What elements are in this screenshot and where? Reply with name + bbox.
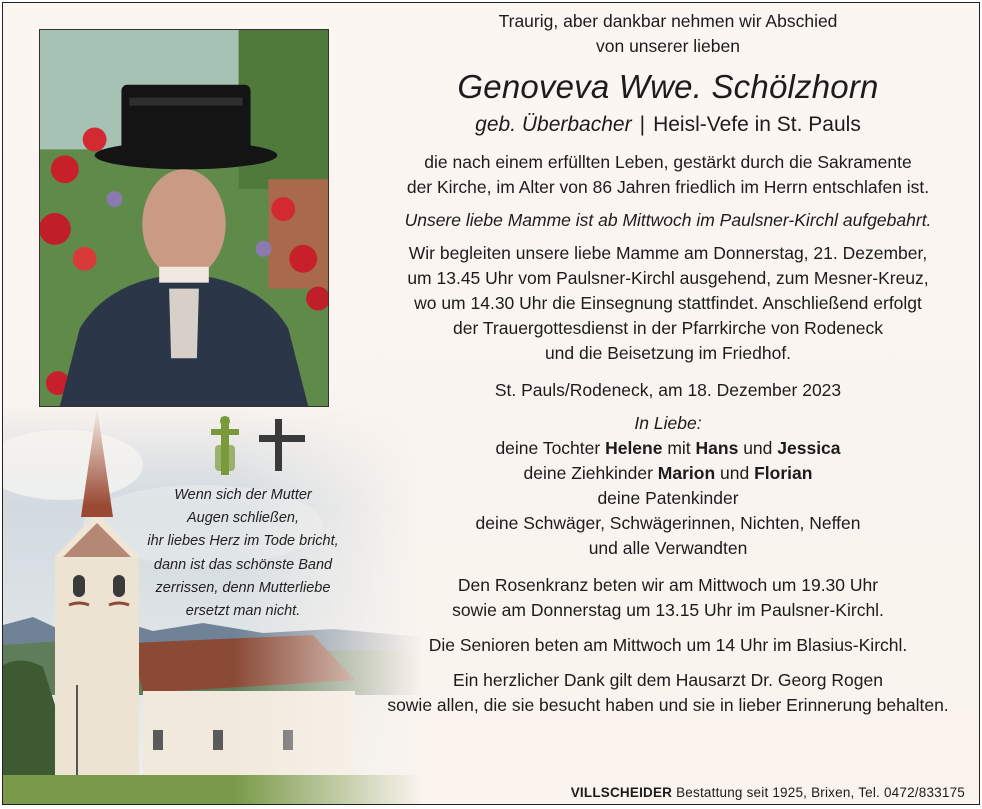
obituary-notice [2,2,980,805]
separator: | [639,113,646,136]
cross-symbols [209,415,309,477]
death-notice [359,150,977,200]
portrait-photo [39,29,329,407]
verse-line: ihr liebes Herz im Tode bricht, [147,533,339,550]
deceased-name: Genoveva Wwe. Schölzhorn [457,68,879,105]
mourner-line-daughter: deine Tochter Helene mit Hans und Jessica [495,438,841,458]
death-notice-line: die nach einem erfüllten Leben, gestärkt durch die Sakramente [424,152,912,172]
funeral-home-details: Bestattung seit 1925, Brixen, Tel. 0472/833175 [672,785,965,800]
seniors-notice: Die Senioren beten am Mittwoch um 14 Uhr im Blasius-Kirchl. [428,635,908,655]
nickname: Heisl-Vefe in St. Pauls [653,113,861,136]
thanks-line: sowie allen, die sie besucht haben und sie in lieber Erinnerung behalten. [387,695,949,715]
funeral-line: wo um 14.30 Uhr die Einsegnung stattfindet. Anschließend erfolgt [414,293,922,313]
rosary-line: sowie am Donnerstag um 13.15 Uhr im Paulsner-Kirchl. [452,600,884,620]
verse-line: ersetzt man nicht. [185,603,301,620]
mourner-line-relatives: und alle Verwandten [588,538,748,558]
rosary-line: Den Rosenkranz beten wir am Mittwoch um 19.30 Uhr [457,575,879,595]
mourner-line-in-laws: deine Schwäger, Schwägerinnen, Nichten, Neffen [475,513,861,533]
death-notice-line: der Kirche, im Alter von 86 Jahren friedlich im Herrn entschlafen ist. [406,177,930,197]
memorial-verse [143,484,343,623]
verse-line: Augen schließen, [186,510,300,527]
place-date: St. Pauls/Rodeneck, am 18. Dezember 2023 [494,380,842,400]
cross-icon [259,419,305,471]
deceased-subtitle [359,110,977,140]
intro-line: von unserer lieben [596,36,740,56]
funeral-line: um 13.45 Uhr vom Paulsner-Kirchl ausgehend, zum Mesner-Kreuz, [407,268,929,288]
anchor-cross-icon [211,416,239,475]
verse-line: zerrissen, denn Mutterliebe [155,579,331,596]
rosary-notice [359,573,977,623]
mourner-line-foster: deine Ziehkinder Marion und Florian [523,463,813,483]
funeral-details [359,241,977,366]
mourners-list [359,411,977,561]
funeral-home-footer [571,785,965,800]
thanks-line: Ein herzlicher Dank gilt dem Hausarzt Dr. Georg Rogen [453,670,883,690]
announcement-text [359,9,977,718]
intro-line: Traurig, aber dankbar nehmen wir Abschied [498,11,838,31]
thanks-notice [359,668,977,718]
funeral-line: und die Beisetzung im Friedhof. [544,343,792,363]
funeral-home-name: VILLSCHEIDER [570,785,673,800]
birth-name: geb. Überbacher [475,113,632,136]
laid-out-notice: Unsere liebe Mamme ist ab Mittwoch im Paulsner-Kirchl aufgebahrt. [404,210,932,230]
verse-line: dann ist das schönste Band [153,556,333,573]
funeral-line: der Trauergottesdienst in der Pfarrkirche von Rodeneck [453,318,883,338]
funeral-line: Wir begleiten unsere liebe Mamme am Donnerstag, 21. Dezember, [408,243,928,263]
mourners-heading: In Liebe: [634,413,702,433]
verse-line: Wenn sich der Mutter [174,487,312,503]
mourner-line-godchildren: deine Patenkinder [597,488,739,508]
